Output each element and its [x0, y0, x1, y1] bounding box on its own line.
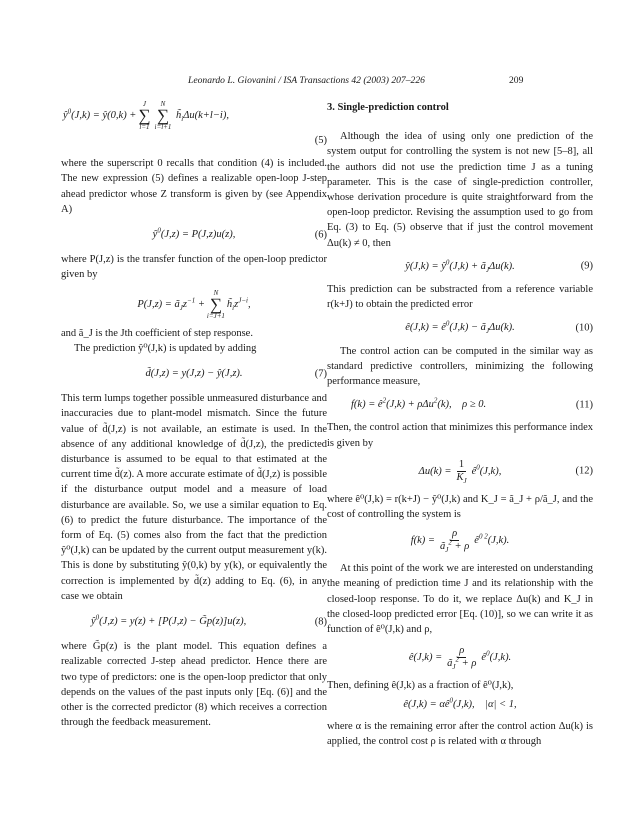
- paragraph: where P(J,z) is the transfer function of the open-loop predictor given by: [61, 254, 327, 281]
- running-title: Leonardo L. Giovanini / ISA Transactions 42 (2003) 207–226: [188, 75, 425, 86]
- equation-10: ê(J,k) = $ê^0(J,k)$ − $ã_J\Delta u(k)$. (10): [405, 319, 593, 336]
- equation-5: $ŷ^0(J,k)$ = ŷ(0,k) + J ∑ l=1 N ∑ i=l+1 $h̃_i\Delta u(k+l-i)$, (5): [61, 100, 327, 148]
- paragraph: where G̃p(z) is the plant model. This equation defines a realizable corrected J-step ahead predictor. Hence there are two type of predictors: one is the open-loop predictor that only depends on the values of the past inputs only [Eq. (6)] and the other is the corrected predictor (8) which receives a correction through the feedback measurement.: [61, 641, 327, 729]
- section-title: 3. Single-prediction control: [327, 102, 449, 113]
- right-column: [327, 98, 593, 749]
- equation-6-number: (6): [314, 229, 327, 241]
- equation-8-number: (8): [314, 616, 327, 628]
- equation-8: $ŷ^0(J,z) = y(z) + [P(J,z)$ − G̃p(z)]u(z), (8): [61, 614, 327, 629]
- paragraph: Then, the control action that minimizes this performance index is given by: [327, 422, 593, 449]
- left-column: [61, 98, 327, 731]
- running-header: [0, 75, 638, 89]
- paragraph: The control action can be computed in the similar way as standard predictive controllers, minimizing the following performance measure,: [327, 345, 593, 388]
- equation-6: $ŷ^0(J,z) = P(J,z)u(z)$, (6): [61, 227, 327, 242]
- paragraph: where α is the remaining error after the control action Δu(k) is applied, the control cost ρ is related with α through: [327, 720, 593, 747]
- equation-7-number: (7): [314, 368, 327, 380]
- equation-cost: f(k) = $\frac{\rho}{ã_J^2 + \rho}$ $ê^{0 2}(J,k)$.: [410, 528, 510, 555]
- equation-11-number: (11): [575, 399, 593, 411]
- paragraph: At this point of the work we are interested on understanding the meaning of prediction time J and its relationship with the closed-loop response. To do it, we replace Δu(k) and K_J in the closed-loop predicted error [Eq. (10)], so we can write it as function of ê⁰(J,k) and ρ,: [327, 563, 593, 636]
- equation-12: Δu(k) = $\frac{1}{K_J}$ $ê^0(J,k)$, (12): [418, 458, 593, 485]
- equation-alpha: ê(J,k) = $\alpha ê^0(J,k)$, |α| < 1,: [403, 696, 517, 711]
- paragraph: This term lumps together possible unmeasured disturbance and inaccuracies due to plant-model mismatch. Since the future value of d̃(J,z) is not available, an estimate is used. In the absence of any additional knowledge of d̃(J,z), the predicted disturbance is assumed to be equal to that estimated at the current time d̃(z). A more accurate estimate of d̃(J,z) is possible if the disturbance output model and a measure of load disturbance are available. So, we use a similar equation to Eq. (6) to predict the future disturbance. The importance of the form of Eq. (5) comes also from the fact that the prediction ŷ⁰(J,k) can be updated by the current output measurement y(k). This is done by substituting ŷ(0,k) by y(k), or equivalently the correction is implemented by d̃(z) adding to Eq. (6), in any case we obtain: [61, 393, 327, 602]
- equation-9-number: (9): [580, 260, 593, 272]
- paragraph: This prediction can be substracted from a reference variable r(k+J) to obtain the predicted error: [327, 284, 593, 311]
- equation-9: ŷ(J,k) = $ŷ^0(J,k)$ + $ã_J\Delta u(k)$. (9): [405, 258, 593, 274]
- equation-closed-loop-error: ê(J,k) = $\frac{\rho}{ã_J^2 + \rho}$ $ê^0(J,k)$.: [408, 645, 512, 672]
- equation-11: $f(k) = ê^2(J,k) + \rho\Delta u^2(k)$, ρ ≥ 0. (11): [327, 397, 593, 412]
- paragraph: and ã_J is the Jth coefficient of step response.: [61, 327, 253, 339]
- equation-7: d̃(J,z) = y(J,z) − ŷ(J,z). (7): [61, 366, 327, 381]
- equation-12-number: (12): [575, 465, 593, 477]
- paragraph: Then, defining ê(J,k) as a fraction of ê⁰(J,k),: [327, 680, 514, 692]
- equation-5-number: (5): [314, 135, 327, 146]
- paragraph: Although the idea of using only one prediction of the system output for controlling the system is not new [5–8], all the authors did not use the prediction time J as a tuning parameter. This is the case of single-prediction controller, whose derivation procedure is quite straightforward from the open-loop predictor. Revising the assumption used to go from Eq. (3) to Eq. (5) observe that if just the control movement Δu(k) ≠ 0, then: [327, 131, 593, 249]
- equation-10-number: (10): [575, 322, 593, 334]
- paragraph: where ê⁰(J,k) = r(k+J) − ŷ⁰(J,k) and K_J = ã_J + ρ/ã_J, and the cost of controlling the system is: [327, 493, 593, 521]
- page-number: 209: [509, 75, 524, 86]
- paragraph: where the superscript 0 recalls that condition (4) is included. The new expression (5) defines a realizable open-loop J-step ahead predictor whose Z transform is given by (see Appendix A): [61, 158, 327, 215]
- paragraph: The prediction ŷ⁰(J,k) is updated by adding: [74, 342, 257, 354]
- equation-p: $P(J,z) = ã_Jz^{-1}$ + N ∑ i=J+1 $h̃_iz^{J-i}$,: [137, 288, 251, 320]
